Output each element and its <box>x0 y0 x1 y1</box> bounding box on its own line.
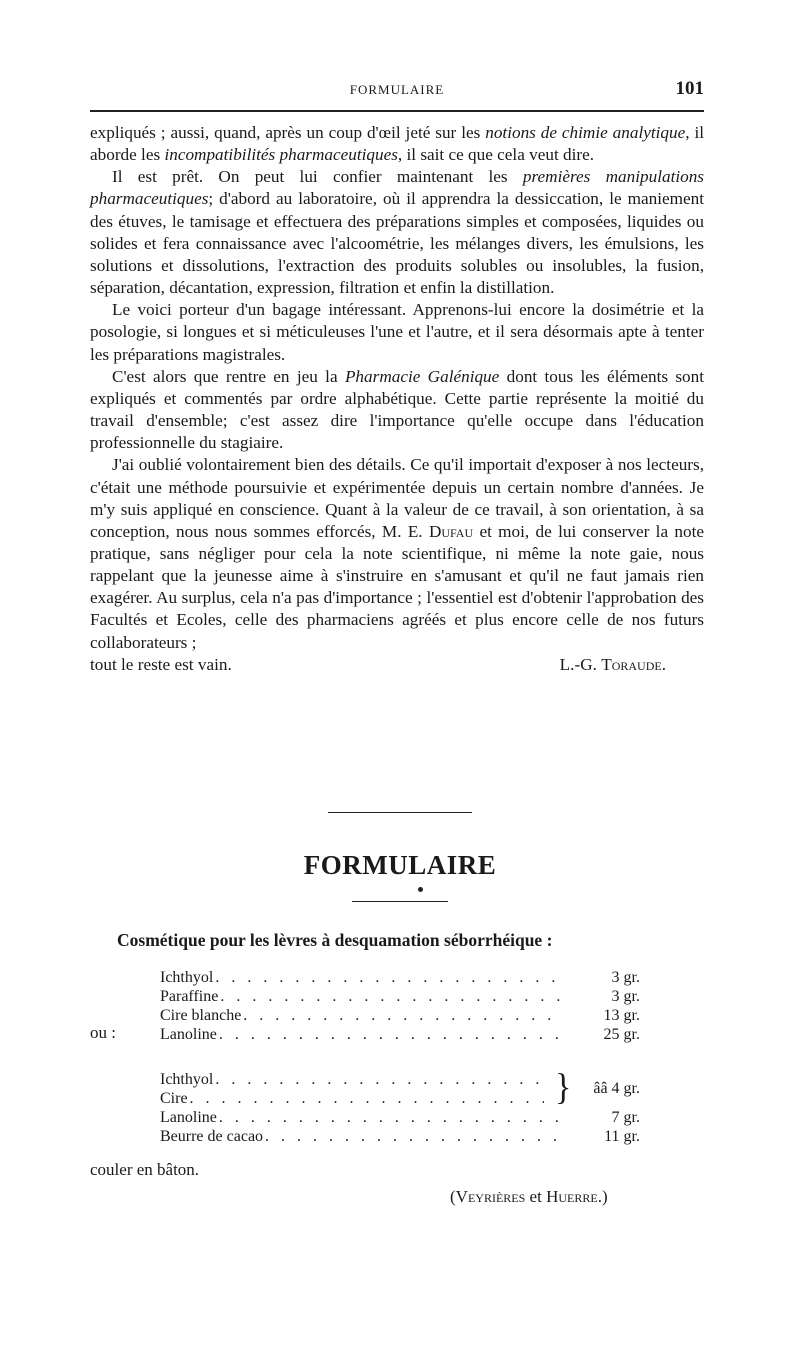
text-run: dont tous les éléments sont expliqués et commentés par ordre alphabétique. Cette partie représente la moitié du travail d'ensemble; c'est assez dire l'importance qu'elle occupe dans l'éducation professionnelle du stagiaire. <box>90 366 705 453</box>
ingredient-name: Lanoline <box>160 1026 217 1043</box>
text-run: et moi, de lui conserver la note pratique, sans négliger pour cela la note scientifique, ni même la note gaie, nous rappelant que la jeunesse aime à s'instruire en s'amusant et qu'il ne faut jamais rien exagérer. Au surplus, cela n'a pas d'importance ; l'essentiel est d'obtenir l'approbation des Facultés et Ecoles, celle des pharmaciens agréés et plus encore celle de nos futurs collaborateurs ; <box>90 521 704 652</box>
title-ornament-dot <box>418 887 423 892</box>
text-run: Dufau <box>428 521 474 541</box>
ingredient-name: Ichthyol <box>160 969 214 986</box>
leader-dots <box>243 1006 564 1025</box>
text-run: Le voici porteur d'un bagage intéressant. Apprenons-lui encore la dosimétrie et la posologie, si longues et si méticuleuses l'une et l'autre, et il sera désormais apte à tenter les préparations magistrales. <box>90 300 704 364</box>
closing-line <box>90 654 704 676</box>
ingredient-name: Lanoline <box>160 1109 217 1126</box>
ingredient-quantity: 11 gr. <box>604 1128 640 1145</box>
ingredient-row <box>160 968 640 987</box>
leader-dots <box>215 1070 544 1089</box>
ingredient-name: Ichthyol <box>160 1071 214 1088</box>
recipe-2-braced <box>160 1067 640 1108</box>
brace-glyph: } <box>555 1067 572 1108</box>
page-number: 101 <box>675 78 704 99</box>
authors-separator: et <box>525 1187 547 1206</box>
text-run: , il sait ce que cela veut dire. <box>397 145 595 165</box>
ingredient-name: Paraffine <box>160 988 219 1005</box>
running-header <box>90 78 704 100</box>
paragraph-3 <box>90 299 704 365</box>
recipe-title: Cosmétique pour les lèvres à desquamation séborrhéique : <box>117 930 553 950</box>
ingredient-row <box>160 1025 640 1044</box>
leader-dots <box>219 1108 564 1127</box>
text-run: Pharmacie Galénique <box>344 366 500 386</box>
braced-quantity: ââ 4 gr. <box>593 1080 640 1097</box>
leader-dots <box>219 1025 564 1044</box>
text-run: notions de chimie analytique <box>485 123 686 142</box>
header-rule <box>90 110 704 112</box>
leader-dots <box>220 987 564 1006</box>
author-1: Veyrières <box>455 1187 526 1206</box>
ingredient-name: Cire <box>160 1090 188 1107</box>
text-run: , il aborde les <box>90 123 704 165</box>
author-2: Huerre <box>546 1187 598 1206</box>
section-divider <box>328 812 472 813</box>
ingredient-quantity: 7 gr. <box>611 1109 640 1126</box>
ingredient-quantity: 13 gr. <box>603 1007 640 1024</box>
authors <box>450 1187 608 1207</box>
authors-open: ( <box>450 1187 456 1206</box>
text-run: Il est prêt. On peut lui confier maintenant les <box>112 167 523 187</box>
signature-name: Toraude. <box>601 654 666 674</box>
text-run: C'est alors que rentre en jeu la <box>112 366 345 386</box>
recipe-2 <box>160 1108 640 1146</box>
leader-dots <box>265 1127 564 1146</box>
text-run: ; d'abord au laboratoire, où il apprendra la dessiccation, le maniement des étuves, le tamisage et effectuera des préparations simples et composées, liquides ou solides et fera connaissance avec l'alcoométrie, les mélanges divers, les émulsions, les solutions et dissolutions, l'extraction des produits solubles ou insolubles, la fusion, séparation, décantation, expression, filtration et enfin la distillation. <box>90 189 704 298</box>
or-label: ou : <box>90 1023 116 1042</box>
ingredient-quantity: 25 gr. <box>603 1026 640 1043</box>
leader-dots <box>215 968 564 987</box>
ingredient-row <box>160 987 640 1006</box>
ingredient-row <box>160 1006 640 1025</box>
closing-text: tout le reste est vain. <box>90 654 232 674</box>
ingredient-quantity: 3 gr. <box>611 969 640 986</box>
ingredient-row <box>160 1108 640 1127</box>
section-title: FORMULAIRE <box>303 850 497 880</box>
text-run: expliqués ; aussi, quand, après un coup d'œil jeté sur les <box>90 123 486 142</box>
instruction: couler en bâton. <box>90 1160 200 1179</box>
ingredient-row <box>160 1127 640 1146</box>
paragraph-1 <box>90 122 704 166</box>
text-run: J'ai oublié volontairement bien des détails. Ce qu'il importait d'exposer à nos lecteurs, c'était une méthode poursuivie et expérimentée depuis un certain nombre d'années. Je m'y suis appliqué en conscience. Quant à la valeur de ce travail, à son orientation, à sa conception, nous nous sommes efforcés, M. E. <box>90 455 704 541</box>
signature-initials: L.-G. <box>559 654 602 674</box>
paragraph-2 <box>90 166 704 299</box>
title-underline <box>352 901 448 902</box>
text-run: incompatibilités pharmaceutiques <box>164 145 398 165</box>
ingredient-name: Cire blanche <box>160 1007 242 1024</box>
leader-dots <box>190 1089 544 1108</box>
ingredient-quantity: 3 gr. <box>611 988 640 1005</box>
body-text <box>90 122 704 676</box>
recipe-1 <box>160 968 640 1044</box>
ingredient-name: Beurre de cacao <box>160 1128 264 1145</box>
paragraph-5 <box>90 454 704 653</box>
paragraph-4 <box>90 366 704 455</box>
authors-close: .) <box>597 1187 608 1206</box>
signature <box>560 654 666 676</box>
text-run: premières manipulations pharmaceutiques <box>90 167 704 209</box>
running-title: FORMULAIRE <box>349 82 445 97</box>
